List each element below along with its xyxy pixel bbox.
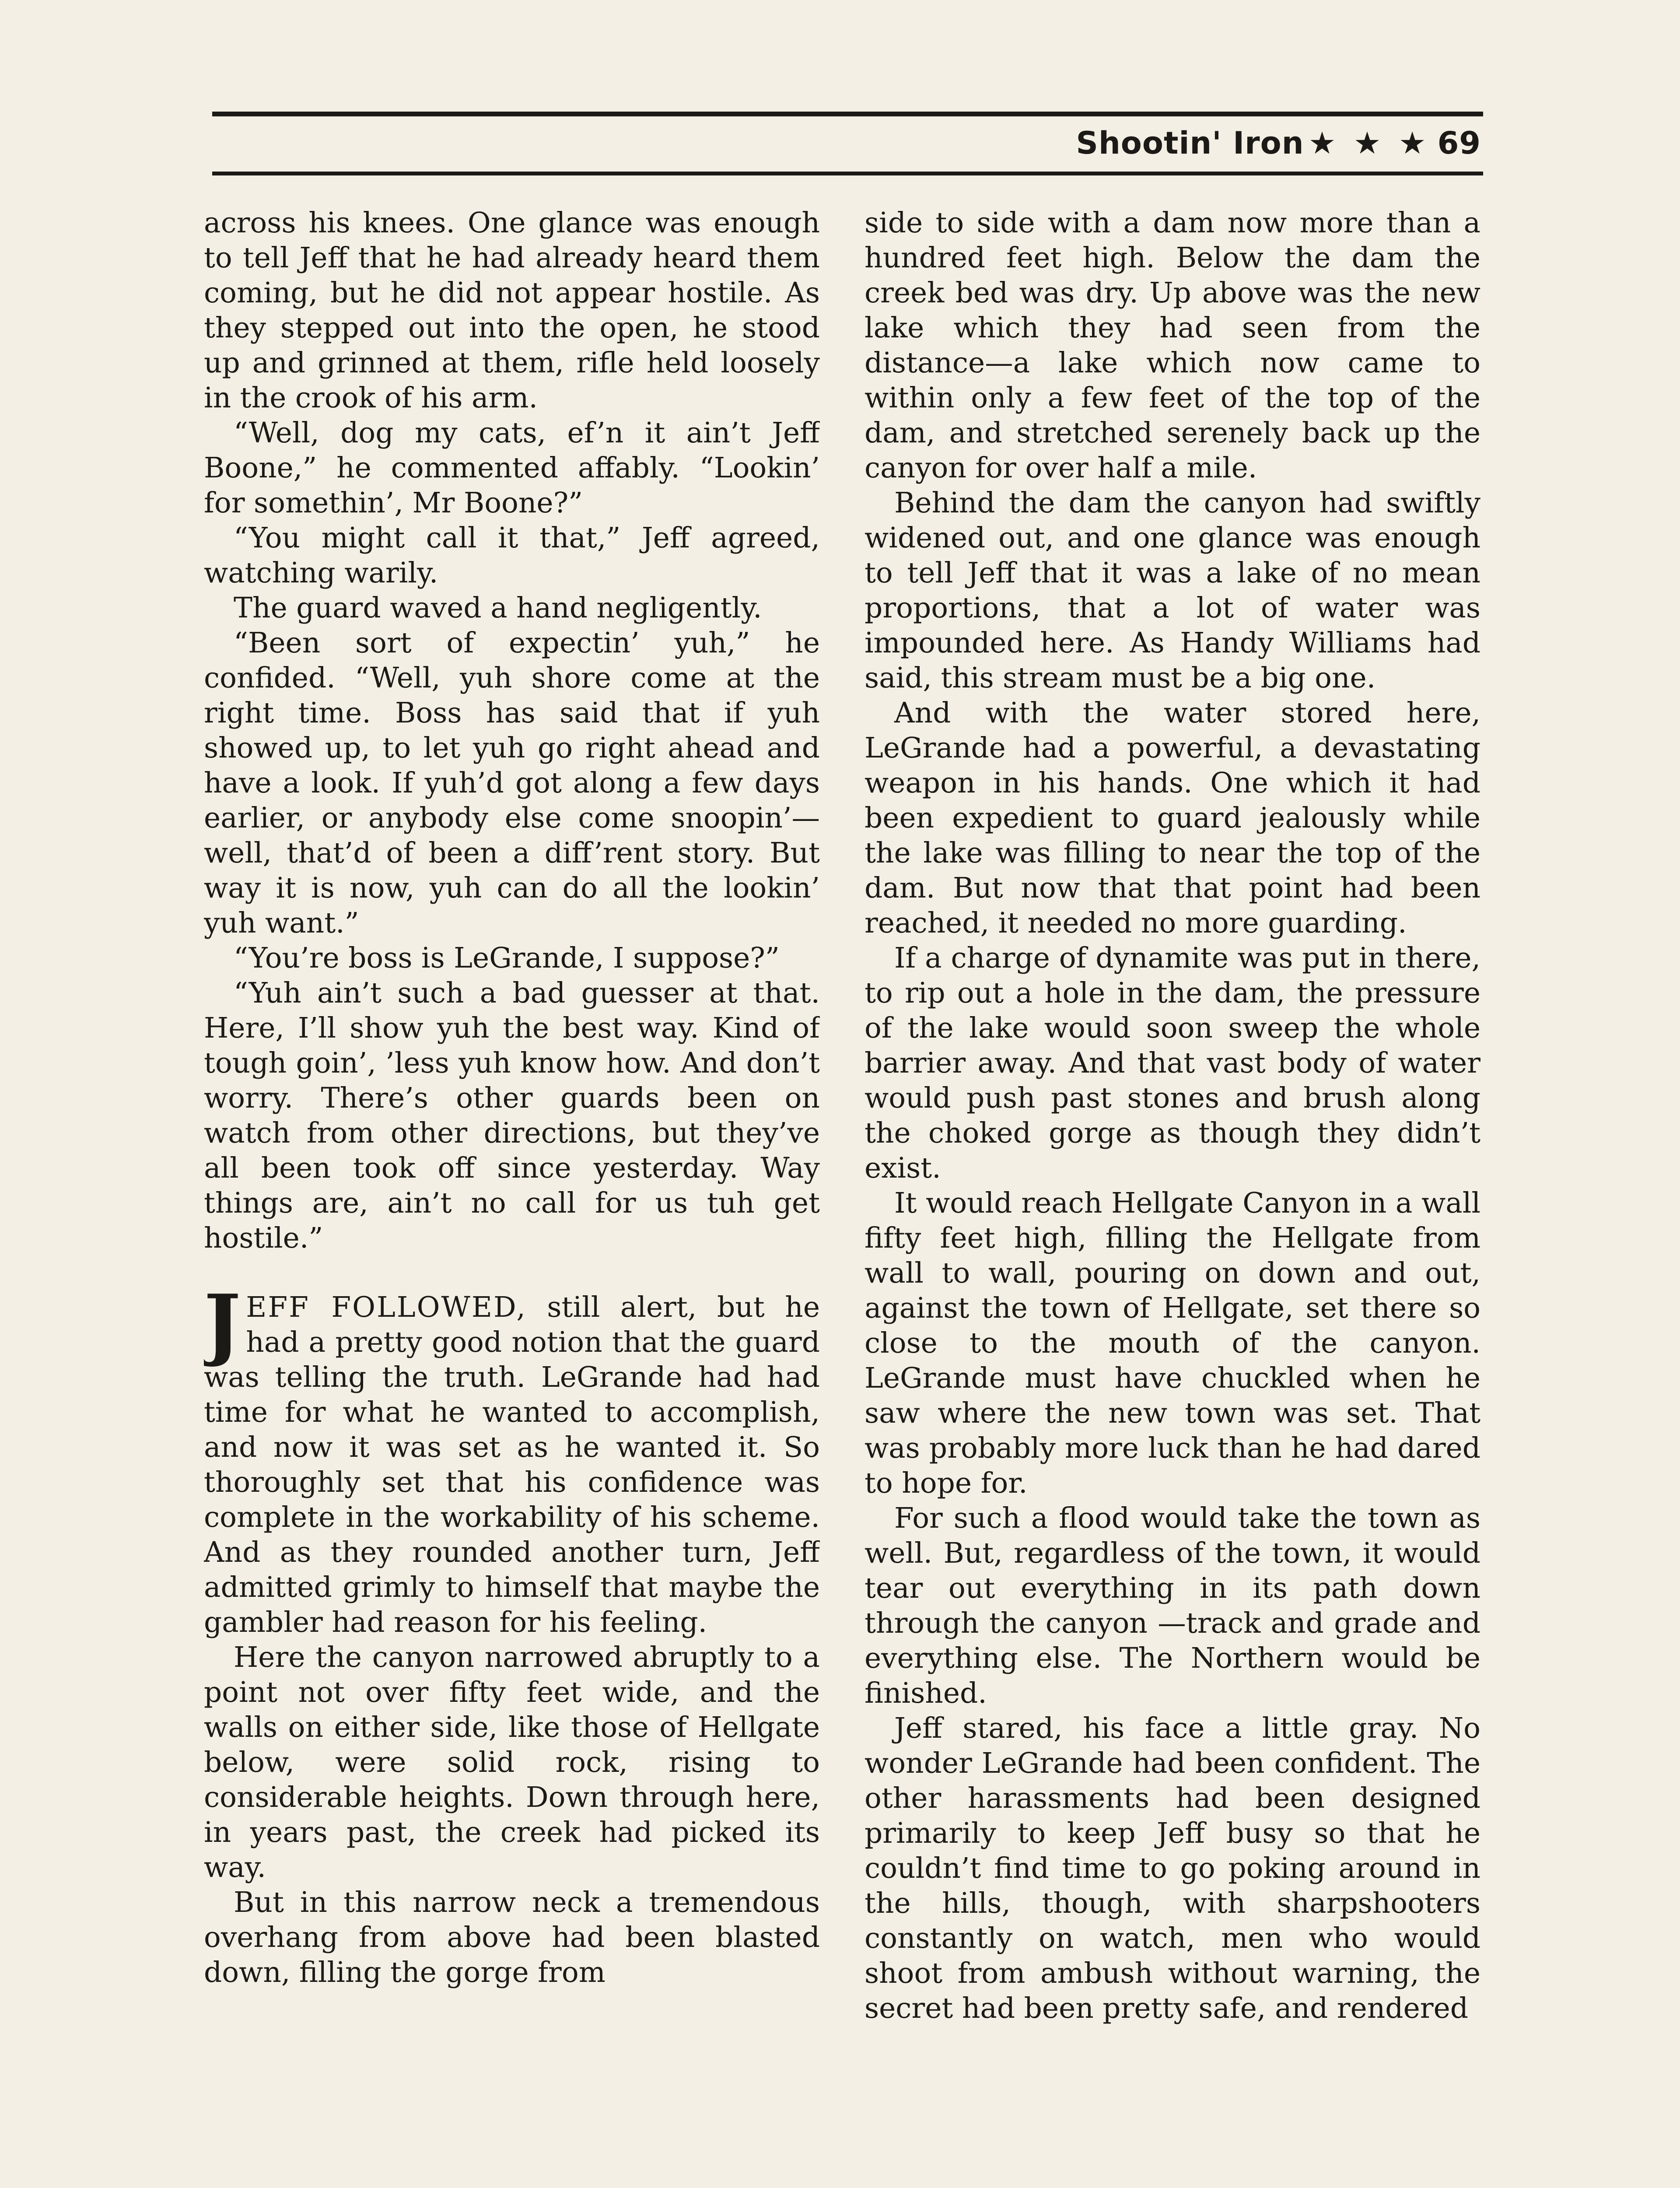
star-icons: ★ ★ ★ [1308, 125, 1430, 161]
drop-cap: J [204, 1277, 241, 1369]
text-column-right [864, 206, 1480, 2188]
paragraph: But in this narrow neck a tremendous overhang from above had been blasted down, filling the gorge from [204, 1886, 820, 1989]
paragraph: And with the water stored here, LeGrande had a powerful, a devastating weapon in his hands. One which it had been expedient to guard jealously while the lake was filling to near the top of the dam. But now that that point had been reached, it needed no more guarding. [864, 697, 1480, 940]
paragraph: “Well, dog my cats, ef’n it ain’t Jeff Boone,” he commented affably. “Lookin’ for somethin’, Mr Boone?” [204, 417, 820, 519]
paragraph: Here the canyon narrowed abruptly to a point not over fifty feet wide, and the walls on either side, like those of Hellgate below, were solid rock, rising to considerable heights. Down through here, in years past, the creek had picked its way. [204, 1641, 820, 1884]
lead-in-caps: EFF FOLLOWED, [246, 1291, 527, 1324]
paragraph: “Yuh ain’t such a bad guesser at that. Here, I’ll show yuh the best way. Kind of tough goin’, ’less yuh know how. And don’t worry. There’s other guards been on watch from other directions, but they’ve all been took off since yesterday. Way things are, ain’t no call for us tuh get hostile.” [204, 977, 820, 1255]
paragraph-text: still alert, but he had a pretty good notion that the guard was telling the truth. LeGrande had had time for what he wanted to accomplish, and now it was set as he wanted it. So thoroughly set that his confidence was complete in the workability of his scheme. And as they rounded another turn, Jeff admitted grimly to himself that maybe the gambler had reason for his feeling. [204, 1291, 820, 1639]
page-number: 69 [1437, 125, 1481, 161]
paragraph: Behind the dam the canyon had swiftly widened out, and one glance was enough to tell Jeff that it was a lake of no mean proportions, that a lot of water was impounded here. As Handy Williams had said, this stream must be a big one. [864, 487, 1480, 694]
paragraph: across his knees. One glance was enough to tell Jeff that he had already heard them coming, but he did not appear hostile. As they stepped out into the open, he stood up and grinned at them, rifle held loosely in the crook of his arm. [204, 207, 820, 414]
magazine-title: Shootin' Iron [1076, 125, 1304, 161]
header-rule-bottom [212, 172, 1483, 175]
text-column-left [204, 206, 820, 2188]
paragraph: “You might call it that,” Jeff agreed, watching warily. [204, 522, 820, 589]
running-header [1076, 125, 1481, 161]
section-start-paragraph [204, 1277, 820, 1640]
paragraph: For such a flood would take the town as well. But, regardless of the town, it would tear out everything in its path down through the canyon —track and grade and everything else. The Northern would be finished. [864, 1502, 1480, 1710]
paragraph: Jeff stared, his face a little gray. No wonder LeGrande had been confident. The other harassments had been designed primarily to keep Jeff busy so that he couldn’t find time to go poking around in the hills, though, with sharpshooters constantly on watch, men who would shoot from ambush without warning, the secret had been pretty safe, and rendered [864, 1712, 1480, 2025]
paragraph: If a charge of dynamite was put in there, to rip out a hole in the dam, the pressure of the lake would soon sweep the whole barrier away. And that vast body of water would push past stones and brush along the choked gorge as though they didn’t exist. [864, 942, 1480, 1185]
paragraph: The guard waved a hand negligently. [234, 592, 762, 624]
paragraph: side to side with a dam now more than a hundred feet high. Below the dam the creek bed was dry. Up above was the new lake which they had seen from the distance—a lake which now came to within only a few feet of the top of the dam, and stretched serenely back up the canyon for over half a mile. [864, 207, 1480, 484]
paragraph: It would reach Hellgate Canyon in a wall fifty feet high, filling the Hellgate from wall to wall, pouring on down and out, against the town of Hellgate, set there so close to the mouth of the canyon. LeGrande must have chuckled when he saw where the new town was set. That was probably more luck than he had dared to hope for. [864, 1187, 1480, 1500]
paragraph: “You’re boss is LeGrande, I suppose?” [234, 942, 780, 975]
paragraph: “Been sort of expectin’ yuh,” he confided. “Well, yuh shore come at the right time. Boss has said that if yuh showed up, to let yuh go right ahead and have a look. If yuh’d got along a few days earlier, or anybody else come snoopin’—well, that’d of been a diff’rent story. But way it is now, yuh can do all the lookin’ yuh want.” [204, 627, 820, 940]
header-rule-top [212, 112, 1483, 116]
